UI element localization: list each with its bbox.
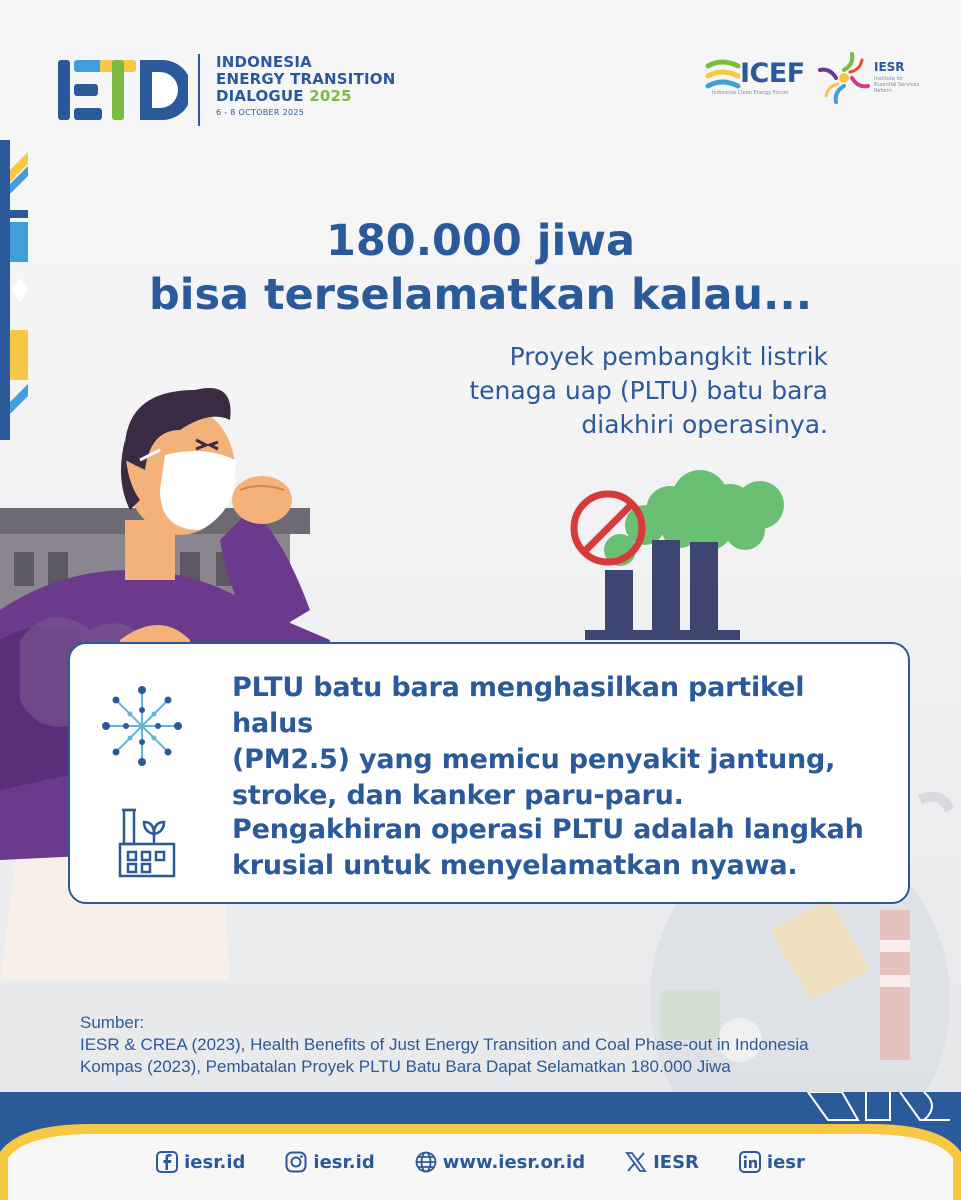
iesr-name: IESR [874, 60, 905, 74]
source-ref-2: Kompas (2023), Pembatalan Proyek PLTU Batu Bara Dapat Selamatkan 180.000 Jiwa [80, 1057, 731, 1076]
icef-name: ICEF [740, 58, 805, 89]
card-item-phaseout-text [232, 812, 864, 884]
source-ref-1: IESR & CREA (2023), Health Benefits of Just Energy Transition and Coal Phase-out in Indonesia [80, 1035, 809, 1054]
iesr-subtitle: Institute for Essential Services Reform [874, 76, 920, 94]
website-link[interactable] [415, 1151, 585, 1173]
x-handle: IESR [653, 1151, 699, 1173]
power-plant-illustration [560, 470, 800, 650]
globe-icon [415, 1151, 437, 1173]
source-label: Sumber: [80, 1013, 145, 1032]
icef-subtitle: Indonesia Clean Energy Forum [712, 90, 789, 96]
card-item-pm25-line-3: stroke, dan kanker paru-paru. [232, 780, 684, 811]
iesr-logo-icon [818, 52, 870, 104]
card-item-phaseout [100, 804, 878, 884]
card-item-phaseout-line-1: Pengakhiran operasi PLTU adalah langkah [232, 814, 864, 845]
card-item-pm25-line-1: PLTU batu bara menghasilkan partikel halus [232, 672, 805, 739]
linkedin-icon [739, 1151, 761, 1173]
linkedin-link[interactable] [739, 1151, 805, 1173]
subheadline-line-3: diakhiri operasinya. [581, 410, 828, 439]
factory-plant-icon [118, 804, 178, 880]
ietd-line-3 [216, 88, 446, 105]
subheadline [348, 340, 828, 442]
subheadline-line-1: Proyek pembangkit listrik [509, 342, 828, 371]
x-icon [625, 1151, 647, 1173]
linkedin-handle: iesr [766, 1151, 805, 1173]
facebook-link[interactable] [156, 1151, 245, 1173]
particles-icon [100, 684, 184, 768]
instagram-handle: iesr.id [313, 1151, 375, 1173]
facebook-handle: iesr.id [184, 1151, 246, 1173]
x-link[interactable] [625, 1151, 699, 1173]
ietd-date: 6 - 8 OCTOBER 2025 [216, 108, 305, 117]
headline [0, 214, 961, 322]
social-links [0, 1142, 961, 1182]
headline-line-1: 180.000 jiwa [325, 216, 636, 266]
subheadline-line-2: tenaga uap (PLTU) batu bara [469, 376, 828, 405]
card-item-pm25 [100, 670, 878, 811]
card-item-phaseout-line-2: krusial untuk menyelamatkan nyawa. [232, 850, 798, 881]
headline-line-2: bisa terselamatkan kalau... [148, 270, 813, 320]
card-item-pm25-text [232, 670, 878, 814]
instagram-icon [285, 1151, 307, 1173]
source-citation [80, 1012, 900, 1078]
facebook-icon [156, 1151, 178, 1173]
info-card [68, 642, 910, 904]
website-url: www.iesr.or.id [442, 1151, 586, 1173]
ietd-line-2: ENERGY TRANSITION [216, 70, 396, 88]
ietd-line-1: INDONESIA [216, 53, 312, 71]
ietd-line-3-text: DIALOGUE [216, 87, 304, 105]
instagram-link[interactable] [285, 1151, 374, 1173]
card-item-pm25-line-2: (PM2.5) yang memicu penyakit jantung, [232, 744, 836, 775]
ietd-logo [56, 56, 188, 124]
logo-divider [198, 54, 200, 126]
ietd-year: 2025 [309, 87, 352, 105]
ietd-title [216, 54, 446, 117]
